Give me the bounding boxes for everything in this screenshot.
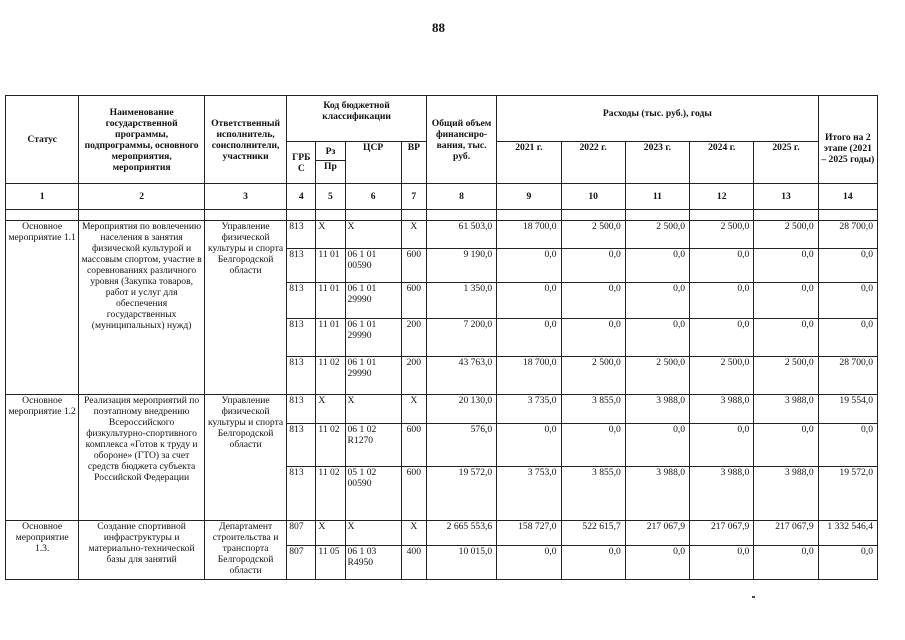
vr-cell: 400 bbox=[401, 546, 426, 580]
year-2021-cell: 0,0 bbox=[497, 546, 561, 580]
vr-cell: Х bbox=[401, 221, 426, 249]
total-cell: 10 015,0 bbox=[426, 546, 496, 580]
year-2022-cell: 0,0 bbox=[561, 424, 625, 467]
stage-total-cell: 0,0 bbox=[818, 283, 877, 319]
name-cell: Реализация мероприятий по поэтапному внедрению Всероссийского физкультурно-спортивного комплекса «Готов к труду и обороне» (ГТО) за счет средств бюджета субъекта Российской Федерации bbox=[79, 395, 205, 521]
year-2025-cell: 217 067,9 bbox=[754, 521, 818, 546]
year-2022-cell: 2 500,0 bbox=[561, 357, 625, 395]
header-expenses: Расходы (тыс. руб.), годы bbox=[497, 96, 818, 142]
stage-total-cell: 0,0 bbox=[818, 249, 877, 283]
csr-cell: 05 1 02 00590 bbox=[345, 467, 401, 521]
page-number: 88 bbox=[432, 20, 445, 35]
column-number: 11 bbox=[625, 184, 689, 210]
rz-pr-cell: 11 01 bbox=[316, 249, 345, 283]
total-cell: 61 503,0 bbox=[426, 221, 496, 249]
year-2023-cell: 0,0 bbox=[625, 283, 689, 319]
column-number: 12 bbox=[690, 184, 754, 210]
header-year-2025: 2025 г. bbox=[754, 142, 818, 184]
responsible-cell: Управление физической культуры и спорта Белгородской области bbox=[204, 221, 286, 395]
vr-cell: 600 bbox=[401, 467, 426, 521]
header-year-2024: 2024 г. bbox=[690, 142, 754, 184]
column-number: 1 bbox=[6, 184, 79, 210]
total-cell: 7 200,0 bbox=[426, 319, 496, 357]
column-number: 13 bbox=[754, 184, 818, 210]
stage-total-cell: 1 332 546,4 bbox=[818, 521, 877, 546]
table-row bbox=[6, 395, 878, 424]
grbs-cell: 807 bbox=[287, 521, 316, 546]
grbs-cell: 813 bbox=[287, 357, 316, 395]
total-cell: 9 190,0 bbox=[426, 249, 496, 283]
year-2025-cell: 0,0 bbox=[754, 319, 818, 357]
header-name: Наименование государственной программы, подпрограммы, основного мероприятия, мероприятия bbox=[79, 96, 205, 184]
year-2021-cell: 0,0 bbox=[497, 283, 561, 319]
year-2021-cell: 0,0 bbox=[497, 424, 561, 467]
rz-pr-cell: 11 02 bbox=[316, 357, 345, 395]
year-2022-cell: 3 855,0 bbox=[561, 395, 625, 424]
year-2021-cell: 18 700,0 bbox=[497, 221, 561, 249]
year-2022-cell: 0,0 bbox=[561, 319, 625, 357]
column-number: 10 bbox=[561, 184, 625, 210]
year-2022-cell: 0,0 bbox=[561, 283, 625, 319]
responsible-cell: Департамент строительства и транспорта Белгородской области bbox=[204, 521, 286, 580]
rz-pr-cell: Х bbox=[316, 521, 345, 546]
rz-pr-cell: 11 05 bbox=[316, 546, 345, 580]
year-2023-cell: 3 988,0 bbox=[625, 467, 689, 521]
csr-cell: Х bbox=[345, 521, 401, 546]
year-2023-cell: 2 500,0 bbox=[625, 357, 689, 395]
header-status: Статус bbox=[6, 96, 79, 184]
csr-cell: Х bbox=[345, 221, 401, 249]
year-2023-cell: 0,0 bbox=[625, 249, 689, 283]
grbs-cell: 813 bbox=[287, 283, 316, 319]
year-2024-cell: 0,0 bbox=[690, 424, 754, 467]
csr-cell: 06 1 01 00590 bbox=[345, 249, 401, 283]
rz-pr-cell: 11 02 bbox=[316, 467, 345, 521]
year-2022-cell: 3 855,0 bbox=[561, 467, 625, 521]
vr-cell: 600 bbox=[401, 424, 426, 467]
column-number: 3 bbox=[204, 184, 286, 210]
year-2024-cell: 3 988,0 bbox=[690, 395, 754, 424]
name-cell: Создание спортивной инфраструктуры и материально-технической базы для занятий bbox=[79, 521, 205, 580]
status-cell: Основное мероприятие 1.2 bbox=[6, 395, 79, 521]
header-budget-code: Код бюджетной классификации bbox=[287, 96, 427, 142]
year-2024-cell: 3 988,0 bbox=[690, 467, 754, 521]
table-row bbox=[6, 221, 878, 249]
status-cell: Основное мероприятие 1.1 bbox=[6, 221, 79, 395]
csr-cell: 06 1 02 R1270 bbox=[345, 424, 401, 467]
budget-table-wrapper bbox=[5, 95, 878, 580]
column-number: 9 bbox=[497, 184, 561, 210]
year-2023-cell: 0,0 bbox=[625, 546, 689, 580]
stage-total-cell: 19 554,0 bbox=[818, 395, 877, 424]
year-2025-cell: 2 500,0 bbox=[754, 221, 818, 249]
year-2025-cell: 3 988,0 bbox=[754, 467, 818, 521]
csr-cell: 06 1 01 29990 bbox=[345, 283, 401, 319]
year-2025-cell: 0,0 bbox=[754, 424, 818, 467]
header-grbs: ГРБ С bbox=[287, 142, 316, 184]
year-2024-cell: 0,0 bbox=[690, 249, 754, 283]
vr-cell: 200 bbox=[401, 357, 426, 395]
header-vr: ВР bbox=[401, 142, 426, 184]
column-number: 6 bbox=[345, 184, 401, 210]
stage-total-cell: 0,0 bbox=[818, 319, 877, 357]
total-cell: 20 130,0 bbox=[426, 395, 496, 424]
table-row bbox=[6, 521, 878, 546]
status-cell: Основное мероприятие 1.3. bbox=[6, 521, 79, 580]
rz-pr-cell: Х bbox=[316, 395, 345, 424]
year-2025-cell: 3 988,0 bbox=[754, 395, 818, 424]
year-2022-cell: 0,0 bbox=[561, 546, 625, 580]
header-total-volume: Общий объем финансиро-вания, тыс. руб. bbox=[426, 96, 496, 184]
year-2023-cell: 3 988,0 bbox=[625, 395, 689, 424]
year-2025-cell: 2 500,0 bbox=[754, 357, 818, 395]
stage-total-cell: 19 572,0 bbox=[818, 467, 877, 521]
grbs-cell: 813 bbox=[287, 467, 316, 521]
year-2024-cell: 0,0 bbox=[690, 546, 754, 580]
column-numbers-row bbox=[6, 184, 878, 210]
year-2023-cell: 0,0 bbox=[625, 424, 689, 467]
year-2021-cell: 18 700,0 bbox=[497, 357, 561, 395]
rz-pr-cell: 11 01 bbox=[316, 283, 345, 319]
rz-pr-cell: 11 01 bbox=[316, 319, 345, 357]
year-2021-cell: 0,0 bbox=[497, 319, 561, 357]
grbs-cell: 807 bbox=[287, 546, 316, 580]
stage-total-cell: 0,0 bbox=[818, 546, 877, 580]
year-2024-cell: 217 067,9 bbox=[690, 521, 754, 546]
spacer-row bbox=[6, 210, 878, 221]
vr-cell: Х bbox=[401, 521, 426, 546]
grbs-cell: 813 bbox=[287, 395, 316, 424]
year-2024-cell: 2 500,0 bbox=[690, 221, 754, 249]
total-cell: 43 763,0 bbox=[426, 357, 496, 395]
year-2021-cell: 158 727,0 bbox=[497, 521, 561, 546]
year-2023-cell: 0,0 bbox=[625, 319, 689, 357]
year-2024-cell: 0,0 bbox=[690, 319, 754, 357]
responsible-cell: Управление физической культуры и спорта Белгородской области bbox=[204, 395, 286, 521]
grbs-cell: 813 bbox=[287, 221, 316, 249]
column-number: 7 bbox=[401, 184, 426, 210]
year-2022-cell: 0,0 bbox=[561, 249, 625, 283]
grbs-cell: 813 bbox=[287, 424, 316, 467]
stage-total-cell: 0,0 bbox=[818, 424, 877, 467]
stage-total-cell: 28 700,0 bbox=[818, 357, 877, 395]
header-responsible: Ответственный исполнитель, соисполнители, участники bbox=[204, 96, 286, 184]
year-2021-cell: 3 735,0 bbox=[497, 395, 561, 424]
header-year-2021: 2021 г. bbox=[497, 142, 561, 184]
csr-cell: 06 1 03 R4950 bbox=[345, 546, 401, 580]
vr-cell: 600 bbox=[401, 249, 426, 283]
grbs-cell: 813 bbox=[287, 319, 316, 357]
header-pr: Пр bbox=[316, 161, 345, 184]
vr-cell: 200 bbox=[401, 319, 426, 357]
csr-cell: 06 1 01 29990 bbox=[345, 357, 401, 395]
year-2024-cell: 2 500,0 bbox=[690, 357, 754, 395]
total-cell: 1 350,0 bbox=[426, 283, 496, 319]
year-2025-cell: 0,0 bbox=[754, 249, 818, 283]
year-2023-cell: 2 500,0 bbox=[625, 221, 689, 249]
year-2025-cell: 0,0 bbox=[754, 283, 818, 319]
stage-total-cell: 28 700,0 bbox=[818, 221, 877, 249]
year-2023-cell: 217 067,9 bbox=[625, 521, 689, 546]
table-header bbox=[6, 96, 878, 221]
table-body bbox=[6, 221, 878, 580]
budget-table bbox=[5, 95, 878, 580]
year-2025-cell: 0,0 bbox=[754, 546, 818, 580]
csr-cell: Х bbox=[345, 395, 401, 424]
header-stage-total: Итого на 2 этапе (2021 – 2025 годы) bbox=[818, 96, 877, 184]
column-number: 8 bbox=[426, 184, 496, 210]
vr-cell: Х bbox=[401, 395, 426, 424]
rz-pr-cell: 11 02 bbox=[316, 424, 345, 467]
grbs-cell: 813 bbox=[287, 249, 316, 283]
year-2022-cell: 2 500,0 bbox=[561, 221, 625, 249]
header-rz: Рз bbox=[316, 142, 345, 161]
year-2021-cell: 0,0 bbox=[497, 249, 561, 283]
column-number: 14 bbox=[818, 184, 877, 210]
header-year-2023: 2023 г. bbox=[625, 142, 689, 184]
column-number: 4 bbox=[287, 184, 316, 210]
vr-cell: 600 bbox=[401, 283, 426, 319]
column-number: 5 bbox=[316, 184, 345, 210]
total-cell: 2 665 553,6 bbox=[426, 521, 496, 546]
column-number: 2 bbox=[79, 184, 205, 210]
total-cell: 19 572,0 bbox=[426, 467, 496, 521]
name-cell: Мероприятия по вовлечению населения в занятия физической культурой и массовым спортом, участие в соревнованиях различного уровня (Закупка товаров, работ и услуг для обеспечения государственных (муниципальных) нужд) bbox=[79, 221, 205, 395]
header-year-2022: 2022 г. bbox=[561, 142, 625, 184]
year-2022-cell: 522 615,7 bbox=[561, 521, 625, 546]
year-2024-cell: 0,0 bbox=[690, 283, 754, 319]
header-csr: ЦСР bbox=[345, 142, 401, 184]
csr-cell: 06 1 01 29990 bbox=[345, 319, 401, 357]
year-2021-cell: 3 753,0 bbox=[497, 467, 561, 521]
scan-mark bbox=[752, 596, 755, 598]
rz-pr-cell: Х bbox=[316, 221, 345, 249]
total-cell: 576,0 bbox=[426, 424, 496, 467]
